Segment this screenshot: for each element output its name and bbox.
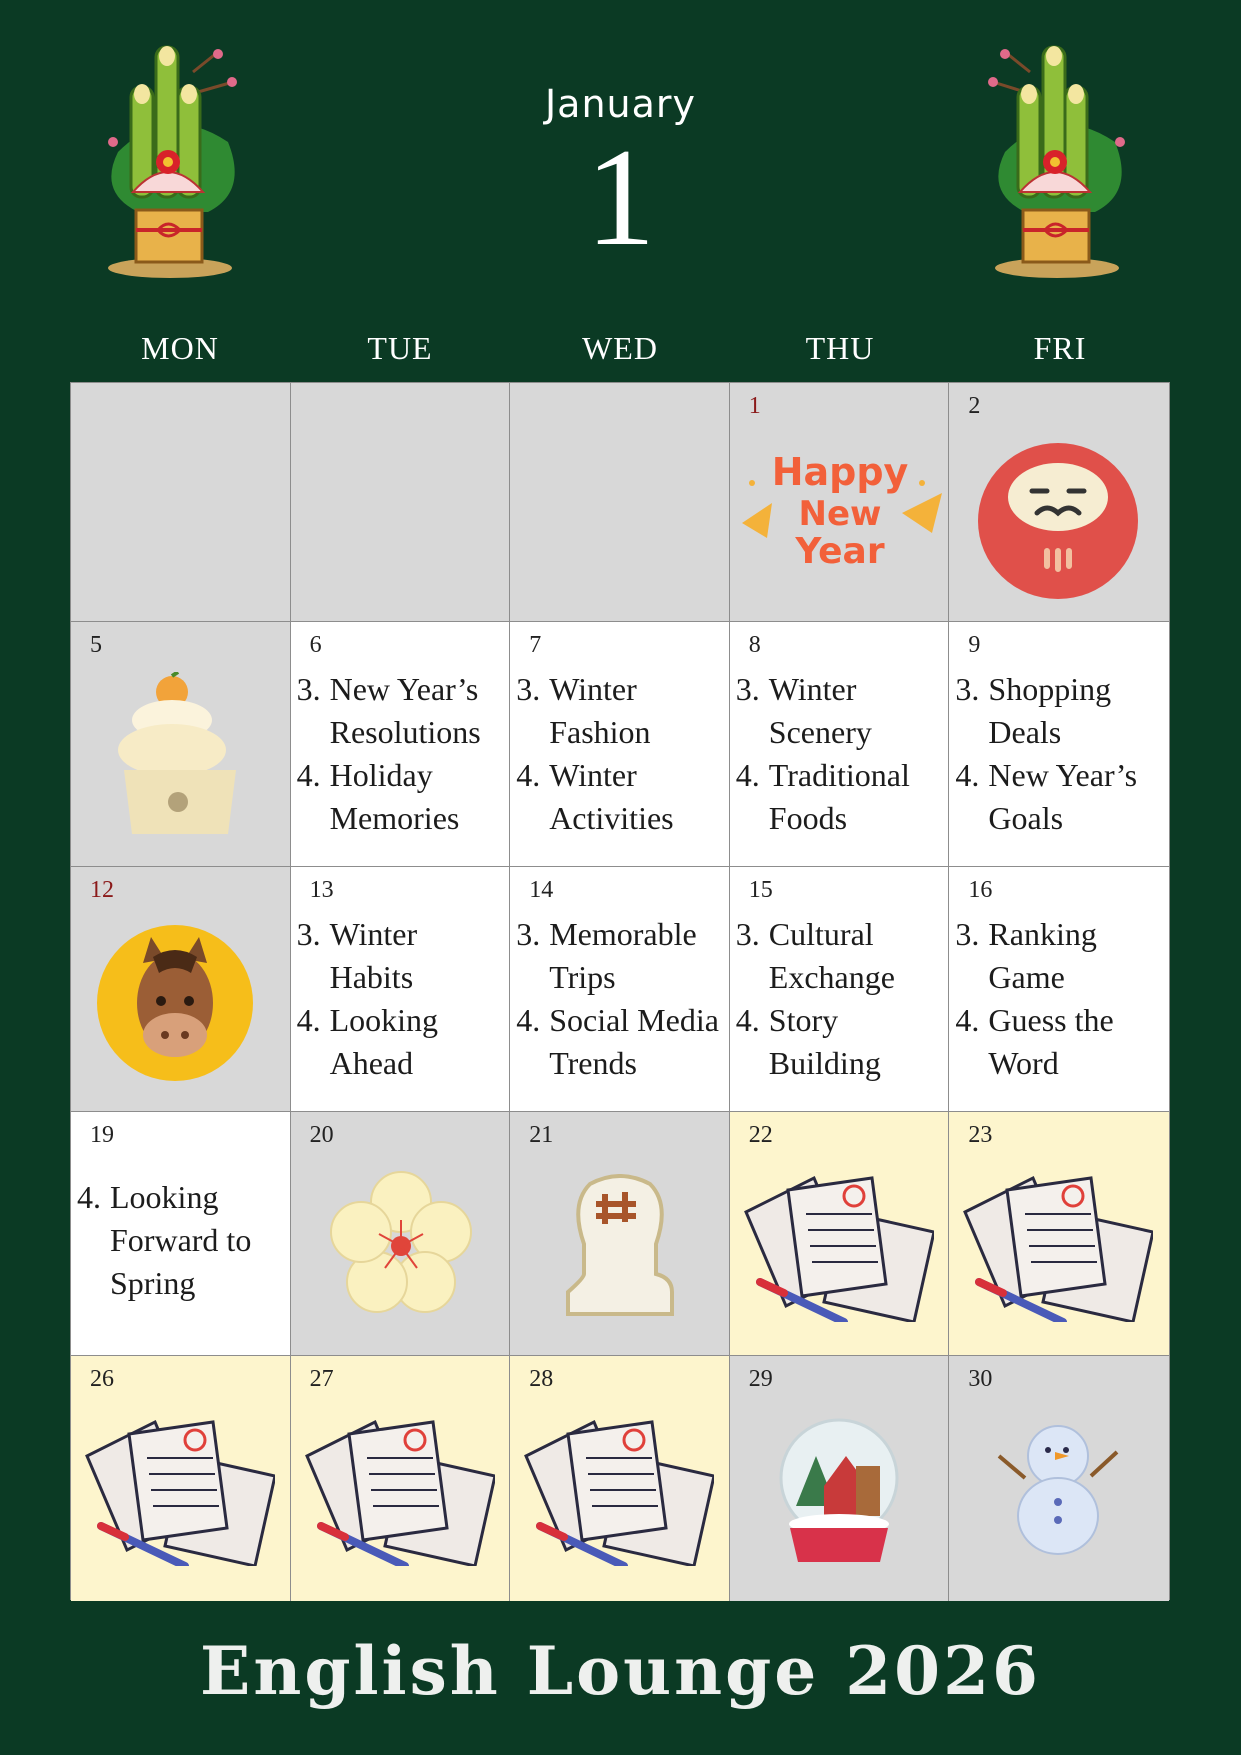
weekday-mon: MON [141, 330, 219, 366]
horse-icon [95, 923, 255, 1083]
topic-item: 3. Cultural Exchange [735, 916, 895, 995]
calendar-cell-16 [949, 867, 1169, 1112]
calendar-cell-9 [949, 622, 1169, 867]
calendar-cell-15 [730, 867, 950, 1112]
snowman-icon [995, 1416, 1121, 1566]
topic-list [736, 668, 945, 840]
date-number: 26 [90, 1366, 114, 1392]
date-number: 21 [529, 1122, 554, 1148]
calendar-cell-1 [730, 383, 950, 622]
calendar-cell-6 [291, 622, 511, 867]
weekday-tue: TUE [367, 330, 433, 366]
calendar-cell-13 [291, 867, 511, 1112]
calendar-grid [70, 382, 1170, 1600]
calendar-cell-5 [71, 622, 291, 867]
date-number: 16 [968, 877, 993, 903]
calendar-cell-12 [71, 867, 291, 1112]
topic-item: 4. Traditional Foods [735, 757, 910, 836]
date-number: 15 [748, 877, 773, 903]
topic-item: 3. New Year’s Resolutions [296, 671, 481, 750]
date-number: 23 [968, 1122, 993, 1148]
calendar-cell-23 [949, 1112, 1169, 1356]
calendar-cell-26 [71, 1356, 291, 1601]
svg-text:New: New [798, 494, 882, 534]
date-number: 20 [309, 1122, 334, 1148]
test-papers-icon [524, 1416, 714, 1566]
ema-icon [560, 1174, 680, 1324]
weekday-fri: FRI [1033, 330, 1087, 366]
topic-item: 3. Winter Scenery [735, 671, 872, 750]
date-number: 9 [968, 632, 981, 658]
calendar-cell-19 [71, 1112, 291, 1356]
calendar-cell-20 [291, 1112, 511, 1356]
topic-item: 3. Ranking Game [955, 916, 1097, 995]
test-papers-icon [963, 1172, 1153, 1322]
date-number: 19 [90, 1122, 114, 1148]
snow-globe-icon [776, 1416, 902, 1566]
calendar-cell-30 [949, 1356, 1169, 1601]
topic-item: 4. New Year’s Goals [955, 757, 1138, 836]
weekday-thu: THU [805, 330, 875, 366]
topic-item: 3. Memorable Trips [516, 916, 697, 995]
topic-list [516, 668, 725, 840]
test-papers-icon [85, 1416, 275, 1566]
date-number: 29 [748, 1366, 773, 1392]
footer-title: English Lounge 2026 [200, 1632, 1041, 1710]
topic-item: 4. Story Building [735, 1002, 881, 1081]
calendar-cell-7 [510, 622, 730, 867]
topic-item: 3. Shopping Deals [955, 671, 1112, 750]
calendar-cell-8 [730, 622, 950, 867]
calendar-cell-21 [510, 1112, 730, 1356]
month-number: 1 [585, 120, 656, 275]
date-number: 12 [90, 877, 114, 903]
test-papers-icon [744, 1172, 934, 1322]
month-title: January [544, 82, 697, 126]
calendar-cell-14 [510, 867, 730, 1112]
date-number: 2 [968, 393, 981, 419]
topic-item: 4. Holiday Memories [296, 757, 460, 836]
date-number: 6 [309, 632, 322, 658]
calendar-cell-27 [291, 1356, 511, 1601]
date-number: 1 [748, 393, 761, 419]
date-number: 7 [529, 632, 542, 658]
topic-list [297, 668, 506, 840]
kagami-mochi-icon [116, 672, 246, 842]
weekday-header [70, 330, 1170, 378]
test-papers-icon [305, 1416, 495, 1566]
topic-list [736, 913, 945, 1085]
date-number: 27 [309, 1366, 334, 1392]
calendar-cell-empty [71, 383, 291, 622]
weekday-wed: WED [582, 330, 658, 366]
topic-item: 4. Winter Activities [516, 757, 674, 836]
topic-list [516, 913, 725, 1085]
date-number: 30 [968, 1366, 993, 1392]
calendar-cell-empty [510, 383, 730, 622]
topic-list [77, 1176, 286, 1305]
date-number: 5 [90, 632, 102, 658]
topic-item: 4. Guess the Word [955, 1002, 1114, 1081]
calendar-cell-empty [291, 383, 511, 622]
happy-new-year-icon [732, 443, 948, 573]
svg-text:Year: Year [795, 531, 885, 572]
date-number: 14 [529, 877, 554, 903]
svg-text:Happy: Happy [771, 450, 909, 494]
plum-blossom-icon [327, 1170, 475, 1318]
calendar-cell-29 [730, 1356, 950, 1601]
topic-item: 3. Winter Habits [296, 916, 418, 995]
topic-list [955, 913, 1165, 1085]
calendar-cell-22 [730, 1112, 950, 1356]
date-number: 28 [529, 1366, 554, 1392]
daruma-icon [977, 441, 1139, 601]
topic-list [955, 668, 1165, 840]
calendar-cell-2 [949, 383, 1169, 622]
calendar-cell-28 [510, 1356, 730, 1601]
date-number: 8 [748, 632, 761, 658]
topic-item: 3. Winter Fashion [516, 671, 651, 750]
topic-list [297, 913, 506, 1085]
topic-item: 4. Looking Forward to Spring [77, 1179, 252, 1301]
date-number: 22 [748, 1122, 773, 1148]
date-number: 13 [309, 877, 334, 903]
topic-item: 4. Social Media Trends [516, 1002, 719, 1081]
topic-item: 4. Looking Ahead [296, 1002, 439, 1081]
